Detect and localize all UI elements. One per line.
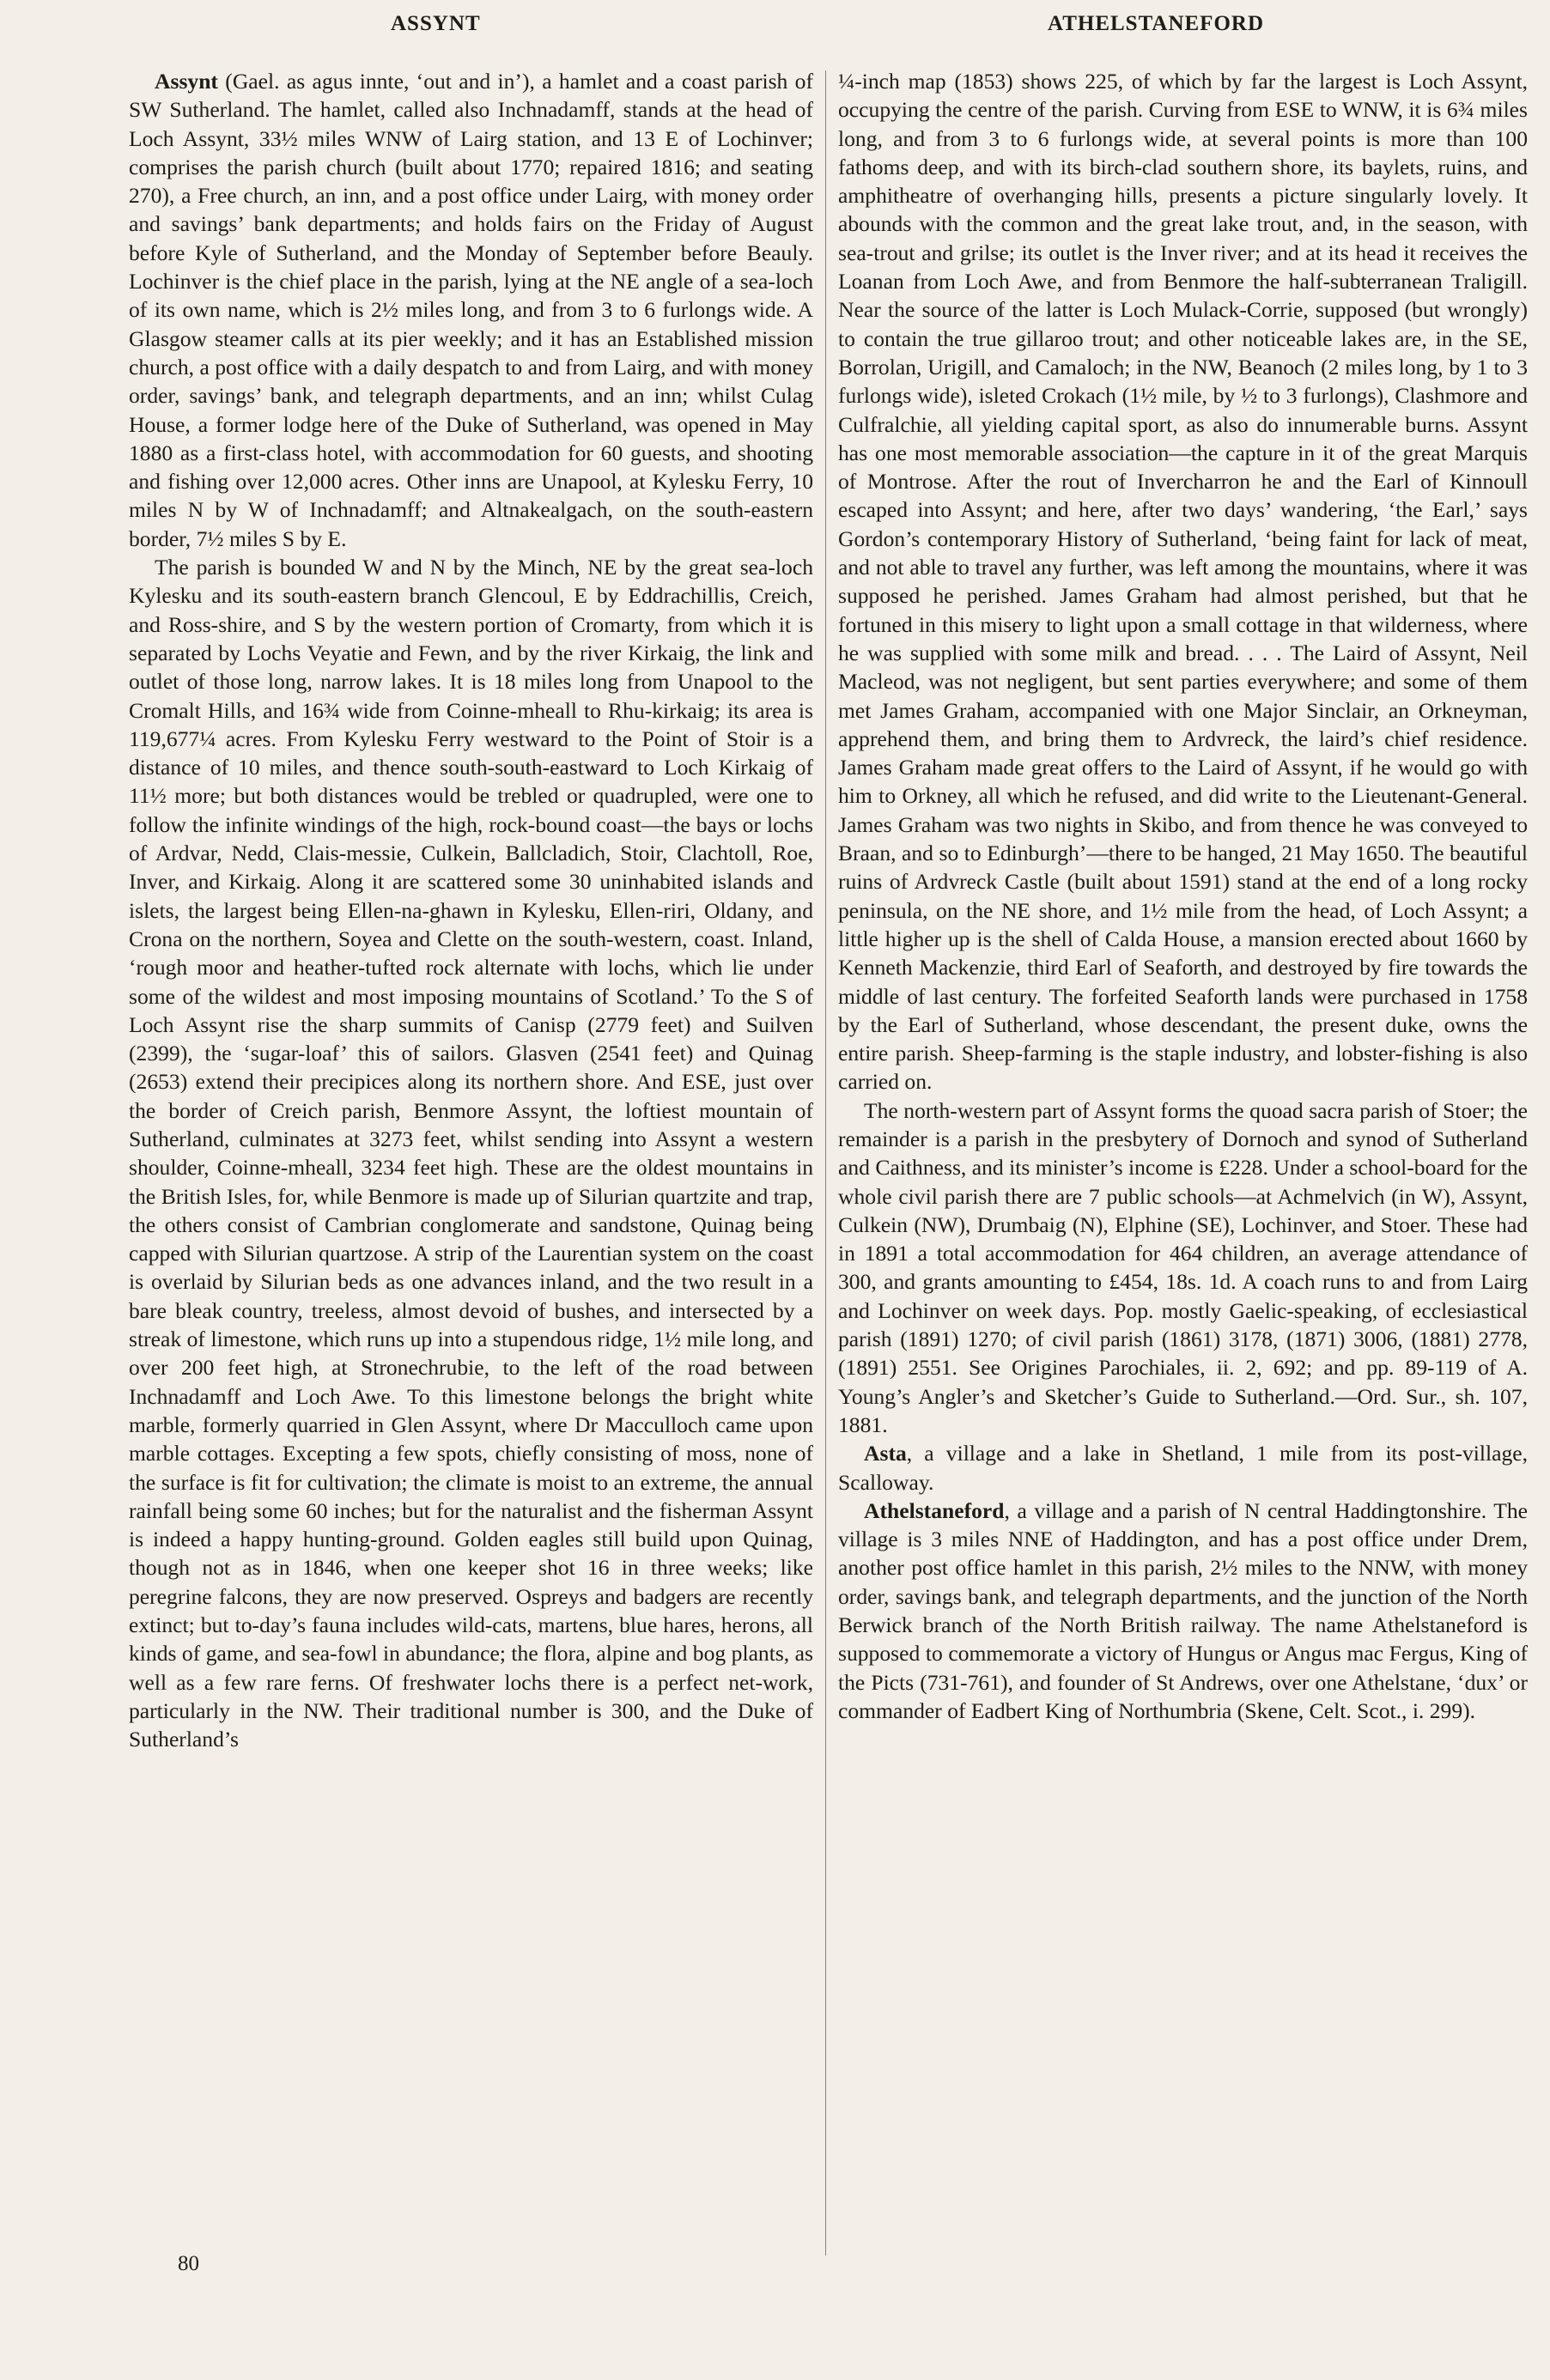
page-number: 80 [178, 2252, 199, 2275]
entry-assynt [129, 67, 813, 553]
headword-asta: Asta [864, 1441, 907, 1466]
headword-assynt: Assynt [155, 69, 218, 94]
assynt-paragraph-2: The parish is bounded W and N by the Minch, NE by the great sea-loch Kylesku and its south-eastern branch Glencoul, E by Eddrachillis, Creich, and Ross-shire, and S by the western portion of Cromarty, from which it is separated by Lochs Veyatie and Fewn, and by the river Kirkaig, the link and outlet of those long, narrow lakes. It is 18 miles long from Unapool to the Cromalt Hills, and 16¾ wide from Coinne-mheall to Rhu-kirkaig; its area is 119,677¼ acres. From Kylesku Ferry westward to the Point of Stoir is a distance of 10 miles, and thence south-south-eastward to Loch Kirkaig of 11½ more; but both distances would be trebled or quadrupled, were one to follow the infinite windings of the high, rock-bound coast—the bays or lochs of Ardvar, Nedd, Clais-messie, Culkein, Ballcladich, Stoir, Clachtoll, Roe, Inver, and Kirkaig. Along it are scattered some 30 uninhabited islands and islets, the largest being Ellen-na-ghawn in Kylesku, Ellen-riri, Oldany, and Crona on the northern, Soyea and Clette on the south-western, coast. Inland, ‘rough moor and heather-tufted rock alternate with lochs, which lie under some of the wildest and most imposing mountains of Scotland.’ To the S of Loch Assynt rise the sharp summits of Canisp (2779 feet) and Suilven (2399), the ‘sugar-loaf’ this of sailors. Glasven (2541 feet) and Quinag (2653) extend their precipices along its northern shore. And ESE, just over the border of Creich parish, Benmore Assynt, the loftiest mountain of Sutherland, culminates at 3273 feet, whilst sending into Assynt a western shoulder, Coinne-mheall, 3234 feet high. These are the oldest mountains in the British Isles, for, while Benmore is made up of Silurian quartzite and trap, the others consist of Cambrian conglomerate and sandstone, Quinag being capped with Silurian quartzose. A strip of the Laurentian system on the coast is overlaid by Silurian beds as one advances inland, and the two result in a bare bleak country, treeless, almost devoid of bushes, and intersected by a streak of limestone, which runs up into a stupendous ridge, 1½ mile long, and over 200 feet high, at Stronechrubie, to the left of the road between Inchnadamff and Loch Awe. To this limestone belongs the bright white marble, formerly quarried in Glen Assynt, where Dr Macculloch came upon marble cottages. Excepting a few spots, chiefly consisting of moss, none of the surface is fit for cultivation; the climate is moist to an extreme, the annual rainfall being some 60 inches; but for the naturalist and the fisherman Assynt is indeed a happy hunting-ground. Golden eagles still build upon Quinag, though not as in 1846, when one keeper shot 16 in three weeks; like peregrine falcons, they are now preserved. Ospreys and badgers are recently extinct; but to-day’s fauna includes wild-cats, martens, blue hares, herons, all kinds of game, and sea-fowl in abundance; the flora, alpine and bog plants, as well as a few rare ferns. Of freshwater lochs there is a perfect net-work, particularly in the NW. Their traditional number is 300, and the Duke of Sutherland’s [129, 555, 813, 1752]
entry-asta [838, 1439, 1528, 1497]
assynt-paragraph-3: The north-western part of Assynt forms the quoad sacra parish of Stoer; the remainder is a parish in the presbytery of Dornoch and synod of Sutherland and Caithness, and its minister’s income is £228. Under a school-board for the whole civil parish there are 7 public schools—at Achmelvich (in W), Assynt, Culkein (NW), Drumbaig (N), Elphine (SE), Lochinver, and Stoer. These had in 1891 a total accommodation for 464 children, an average attendance of 300, and grants amounting to £454, 18s. 1d. A coach runs to and from Lairg and Lochinver on week days. Pop. mostly Gaelic-speaking, of ecclesiastical parish (1891) 1270; of civil parish (1861) 3178, (1871) 3006, (1881) 2778, (1891) 2551. See Origines Parochiales, ii. 2, 692; and pp. 89-119 of A. Young’s Angler’s and Sketcher’s Guide to Sutherland.—Ord. Sur., sh. 107, 1881. [838, 1097, 1528, 1437]
running-head-right: ATHELSTANEFORD [1048, 12, 1265, 35]
left-column [129, 67, 813, 1754]
asta-text: , a village and a lake in Shetland, 1 mile from its post-village, Scalloway. [838, 1441, 1528, 1495]
athelstaneford-text: , a village and a parish of N central Haddingtonshire. The village is 3 miles NNE of Haddington, and has a post office under Drem, another post office hamlet in this parish, 2½ miles to the NNW, with money order, savings bank, and telegraph departments, and the junction of the North Berwick branch of the North British railway. The name Athelstaneford is supposed to commemorate a victory of Hungus or Angus mac Fergus, King of the Picts (731-761), and founder of St Andrews, over one Athelstane, ‘dux’ or commander of Eadbert King of Northumbria (Skene, Celt. Scot., i. 299). [838, 1497, 1528, 1723]
headword-athelstaneford: Athelstaneford [864, 1497, 1005, 1523]
right-column [838, 67, 1528, 1725]
assynt-paragraph-1: (Gael. as agus innte, ‘out and in’), a hamlet and a coast parish of SW Sutherland. The hamlet, called also Inchnadamff, stands at the head of Loch Assynt, 33½ miles WNW of Lairg station, and 13 E of Lochinver; comprises the parish church (built about 1770; repaired 1816; and seating 270), a Free church, an inn, and a post office under Lairg, with money order and savings’ bank departments; and holds fairs on the Friday of August before Kyle of Sutherland, and the Monday of September before Beauly. Lochinver is the chief place in the parish, lying at the NE angle of a sea-loch of its own name, which is 2½ miles long, and from 3 to 6 furlongs wide. A Glasgow steamer calls at its pier weekly; and it has an Established mission church, a post office with a daily despatch to and from Lairg, and with money order, savings’ bank, and telegraph departments, and an inn; whilst Culag House, a former lodge here of the Duke of Sutherland, was opened in May 1880 as a first-class hotel, with accommodation for 60 guests, and shooting and fishing over 12,000 acres. Other inns are Unapool, at Kylesku Ferry, 10 miles N by W of Inchnadamff; and Altnakealgach, on the south-eastern border, 7½ miles S by E. [129, 69, 813, 551]
running-head-left: ASSYNT [391, 12, 481, 35]
assynt-continued-paragraph: ¼-inch map (1853) shows 225, of which by far the largest is Loch Assynt, occupying the centre of the parish. Curving from ESE to WNW, it is 6¾ miles long, and from 3 to 6 furlongs wide, at several points is more than 100 fathoms deep, and with its birch-clad southern shore, its baylets, ruins, and amphitheatre of overhanging hills, presents a picture singularly lovely. It abounds with the common and the great lake trout, and, in the season, with sea-trout and grilse; its outlet is the Inver river; and at its head it receives the Loanan from Loch Awe, and from Benmore the half-subterranean Traligill. Near the source of the latter is Loch Mulack-Corrie, supposed (but wrongly) to contain the true gillaroo trout; and other noticeable lakes are, in the SE, Borrolan, Urigill, and Camaloch; in the NW, Beanoch (2 miles long, by 1 to 3 furlongs wide), isleted Crokach (1½ mile, by ½ to 3 furlongs), Clashmore and Culfralchie, all yielding capital sport, as also do innumerable burns. Assynt has one most memorable association—the capture in it of the great Marquis of Montrose. After the rout of Invercharron he and the Earl of Kinnoull escaped into Assynt; and here, after two days’ wandering, ‘the Earl,’ says Gordon’s contemporary History of Sutherland, ‘being faint for lack of meat, and not able to travel any further, was left among the mountains, where it was supposed he perished. James Graham had almost perished, but that he fortuned in this misery to light upon a small cottage in that wilderness, where he was supplied with some milk and bread. . . . The Laird of Assynt, Neil Macleod, was not negligent, but sent parties everywhere; and some of them met James Graham, accompanied with one Major Sinclair, an Orkneyman, apprehend them, and bring them to Ardvreck, the laird’s chief residence. James Graham made great offers to the Laird of Assynt, if he would go with him to Orkney, all which he refused, and did write to the Lieutenant-General. James Graham was two nights in Skibo, and from thence he was conveyed to Braan, and so to Edinburgh’—there to be hanged, 21 May 1650. The beautiful ruins of Ardvreck Castle (built about 1591) stand at the end of a long rocky peninsula, on the NE shore, and 1½ mile from the head, of Loch Assynt; a little higher up is the shell of Calda House, a mansion erected about 1660 by Kenneth Mackenzie, third Earl of Seaforth, and destroyed by fire towards the middle of last century. The forfeited Seaforth lands were purchased in 1758 by the Earl of Sutherland, whose descendant, the present duke, owns the entire parish. Sheep-farming is the staple industry, and lobster-fishing is also carried on. [838, 69, 1528, 1095]
entry-athelstaneford [838, 1497, 1528, 1725]
column-divider [825, 70, 826, 2256]
